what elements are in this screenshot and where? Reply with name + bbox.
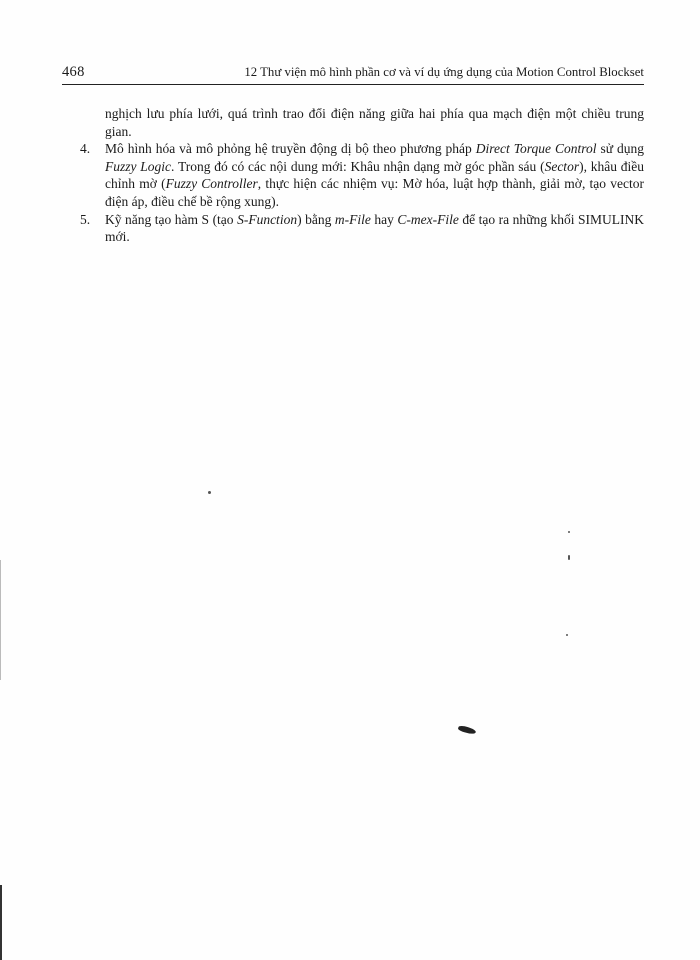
text-run: Kỹ năng tạo hàm S (tạo [105, 211, 238, 227]
continuation-paragraph: nghịch lưu phía lưới, quá trình trao đổi điện năng giữa hai phía qua mạch điện một chiều trung gian. [105, 106, 644, 139]
list-item-number: 4. [80, 141, 91, 157]
list-item-5 [80, 211, 644, 246]
running-head: 12 Thư viện mô hình phần cơ và ví dụ ứng dụng của Motion Control Blockset [244, 65, 644, 79]
body-text [80, 105, 644, 246]
scan-speck [566, 634, 568, 636]
text-run: ) bằng [297, 211, 335, 227]
page-number: 468 [62, 64, 85, 80]
italic-term: C-mex-File [397, 211, 459, 227]
list-item-text [105, 140, 644, 210]
text-run: , thực hiện các nhiệm vụ: Mờ hóa, luật hợp thành, giải mờ, tạo vector điện áp, điều chế bề rộng xung). [105, 176, 644, 209]
text-run: để tạo ra những khối SIMULINK mới. [105, 211, 644, 245]
italic-term: Direct Torque Control [475, 141, 597, 157]
text-run: . Trong đó có các nội dung mới: Khâu nhận dạng mờ góc phần sáu ( [171, 158, 545, 174]
scan-speck [568, 555, 570, 560]
italic-term: S-Function [237, 211, 298, 227]
italic-term: Fuzzy Logic [105, 158, 172, 174]
text-run: Mô hình hóa và mô phỏng hệ truyền động dị bộ theo phương pháp [105, 141, 476, 157]
italic-term: Fuzzy Controller [165, 176, 258, 192]
scan-edge-mark [0, 885, 2, 960]
scan-speck [208, 491, 211, 494]
list-item-4 [80, 140, 644, 210]
text-run: hay [370, 211, 398, 227]
italic-term: m-File [334, 211, 371, 227]
text-run: ), khâu điều chỉnh mờ ( [105, 158, 644, 192]
scan-smudge [458, 724, 477, 735]
text-run: sử dụng [596, 141, 644, 157]
scan-speck [568, 531, 570, 533]
list-item-number: 5. [80, 211, 91, 227]
italic-term: Sector [544, 158, 580, 174]
list-item-text [105, 211, 644, 246]
page-header [62, 62, 644, 85]
scan-edge-mark [0, 560, 1, 680]
